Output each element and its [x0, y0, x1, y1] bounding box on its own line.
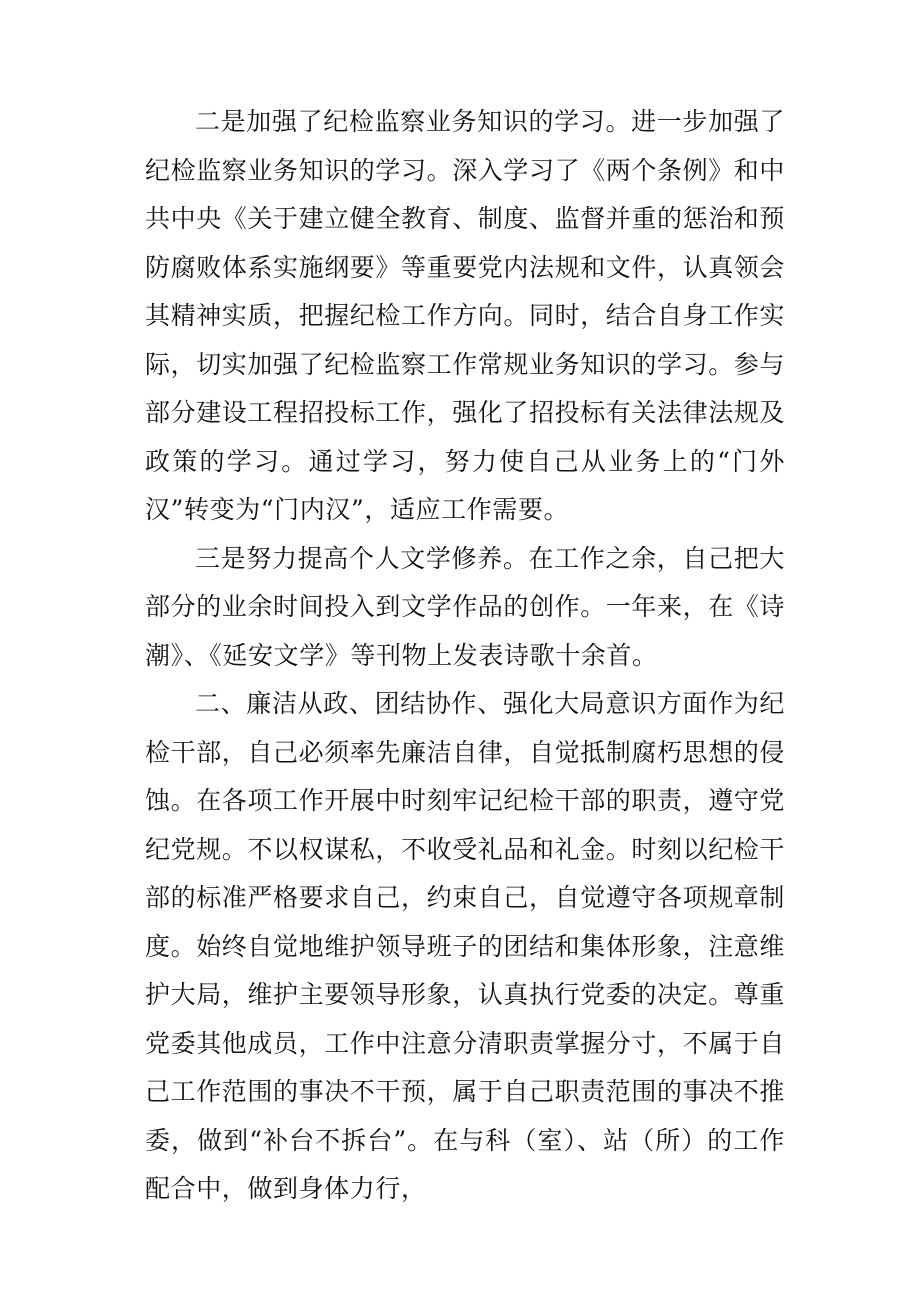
paragraph-literary-cultivation: 三是努力提高个人文学修养。在工作之余，自己把大部分的业余时间投入到文学作品的创作。一年来，在《诗潮》、《延安文学》等刊物上发表诗歌十余首。 [145, 543, 786, 670]
paragraph-study-discipline-knowledge: 二是加强了纪检监察业务知识的学习。进一步加强了纪检监察业务知识的学习。深入学习了《两个条例》和中共中央《关于建立健全教育、制度、监督并重的惩治和预防腐败体系实施纲要》等重要党内法规和文件，认真领会其精神实质，把握纪检工作方向。同时，结合自身工作实际，切实加强了纪检监察工作常规业务知识的学习。参与部分建设工程招投标工作，强化了招投标有关法律法规及政策的学习。通过学习，努力使自己从业务上的“门外汉”转变为“门内汉”，适应工作需要。 [145, 107, 786, 524]
document-body [145, 98, 785, 1214]
paragraph-integrity-teamwork: 二、廉洁从政、团结协作、强化大局意识方面作为纪检干部，自己必须率先廉洁自律，自觉抵制腐朽思想的侵蚀。在各项工作开展中时刻牢记纪检干部的职责，遵守党纪党规。不以权谋私，不收受礼品和礼金。时刻以纪检干部的标准严格要求自己，约束自己，自觉遵守各项规章制度。始终自觉地维护领导班子的团结和集体形象，注意维护大局，维护主要领导形象，认真执行党委的决定。尊重党委其他成员，工作中注意分清职责掌握分寸，不属于自己工作范围的事决不干预，属于自己职责范围的事决不推委，做到“补台不拆台”。在与科（室）、站（所）的工作配合中，做到身体力行， [145, 689, 786, 1203]
